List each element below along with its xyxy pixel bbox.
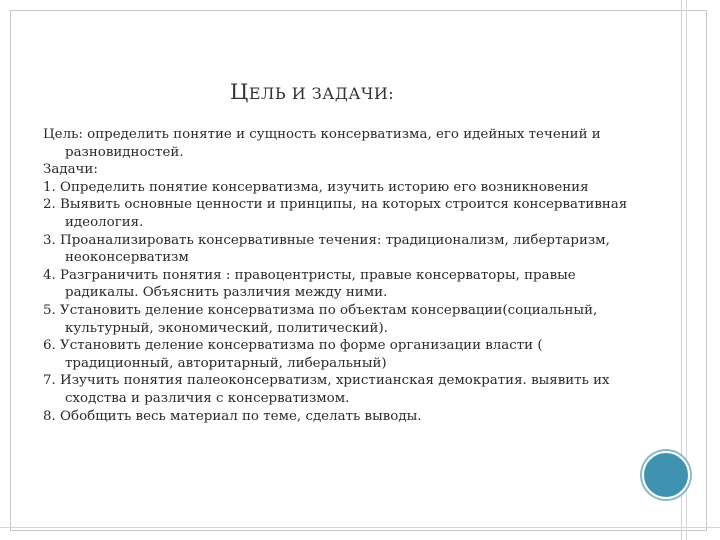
slide-title (230, 80, 394, 104)
task-item-8: 8. Обобщить весь материал по теме, сделать выводы. (43, 408, 422, 424)
decorative-circle (642, 451, 690, 499)
task-item-7: 7. Изучить понятия палеоконсерватизм, христианская демократия. выявить их сходства и различия с консерватизмом. (43, 373, 610, 406)
title-first-letter: Ц (230, 80, 249, 104)
goal-paragraph (43, 126, 643, 161)
task-item-3: 3. Проанализировать консервативные течения: традиционализм, либертаризм, неоконсерватизм (43, 232, 610, 266)
task-item-2: 2. Выявить основные ценности и принципы, на которых строится консервативная идеология. (43, 197, 628, 230)
frame-line-bottom (0, 527, 720, 528)
tasks-heading: Задачи: (43, 162, 98, 178)
goal-text: определить понятие и сущность консерватизма, его идейных течений и разновидностей. (65, 127, 601, 160)
task-item-1: 1. Определить понятие консерватизма, изучить историю его возникновения (43, 179, 589, 195)
slide-body (43, 126, 643, 425)
title-rest: ЕЛЬ И ЗАДАЧИ: (248, 84, 395, 103)
frame-line-right-2 (686, 0, 687, 540)
task-item-5: 5. Установить деление консерватизма по объектам консервации(социальный, культурный, экономический, политический). (43, 302, 598, 336)
goal-label: Цель: (43, 127, 83, 142)
task-item-6: 6. Установить деление консерватизма по форме организации власти ( традиционный, авторитарный, либеральный) (43, 338, 543, 371)
task-item-4: 4. Разграничить понятия : правоцентристы, правые консерваторы, правые радикалы. Объяснить различия между ними. (43, 267, 576, 301)
